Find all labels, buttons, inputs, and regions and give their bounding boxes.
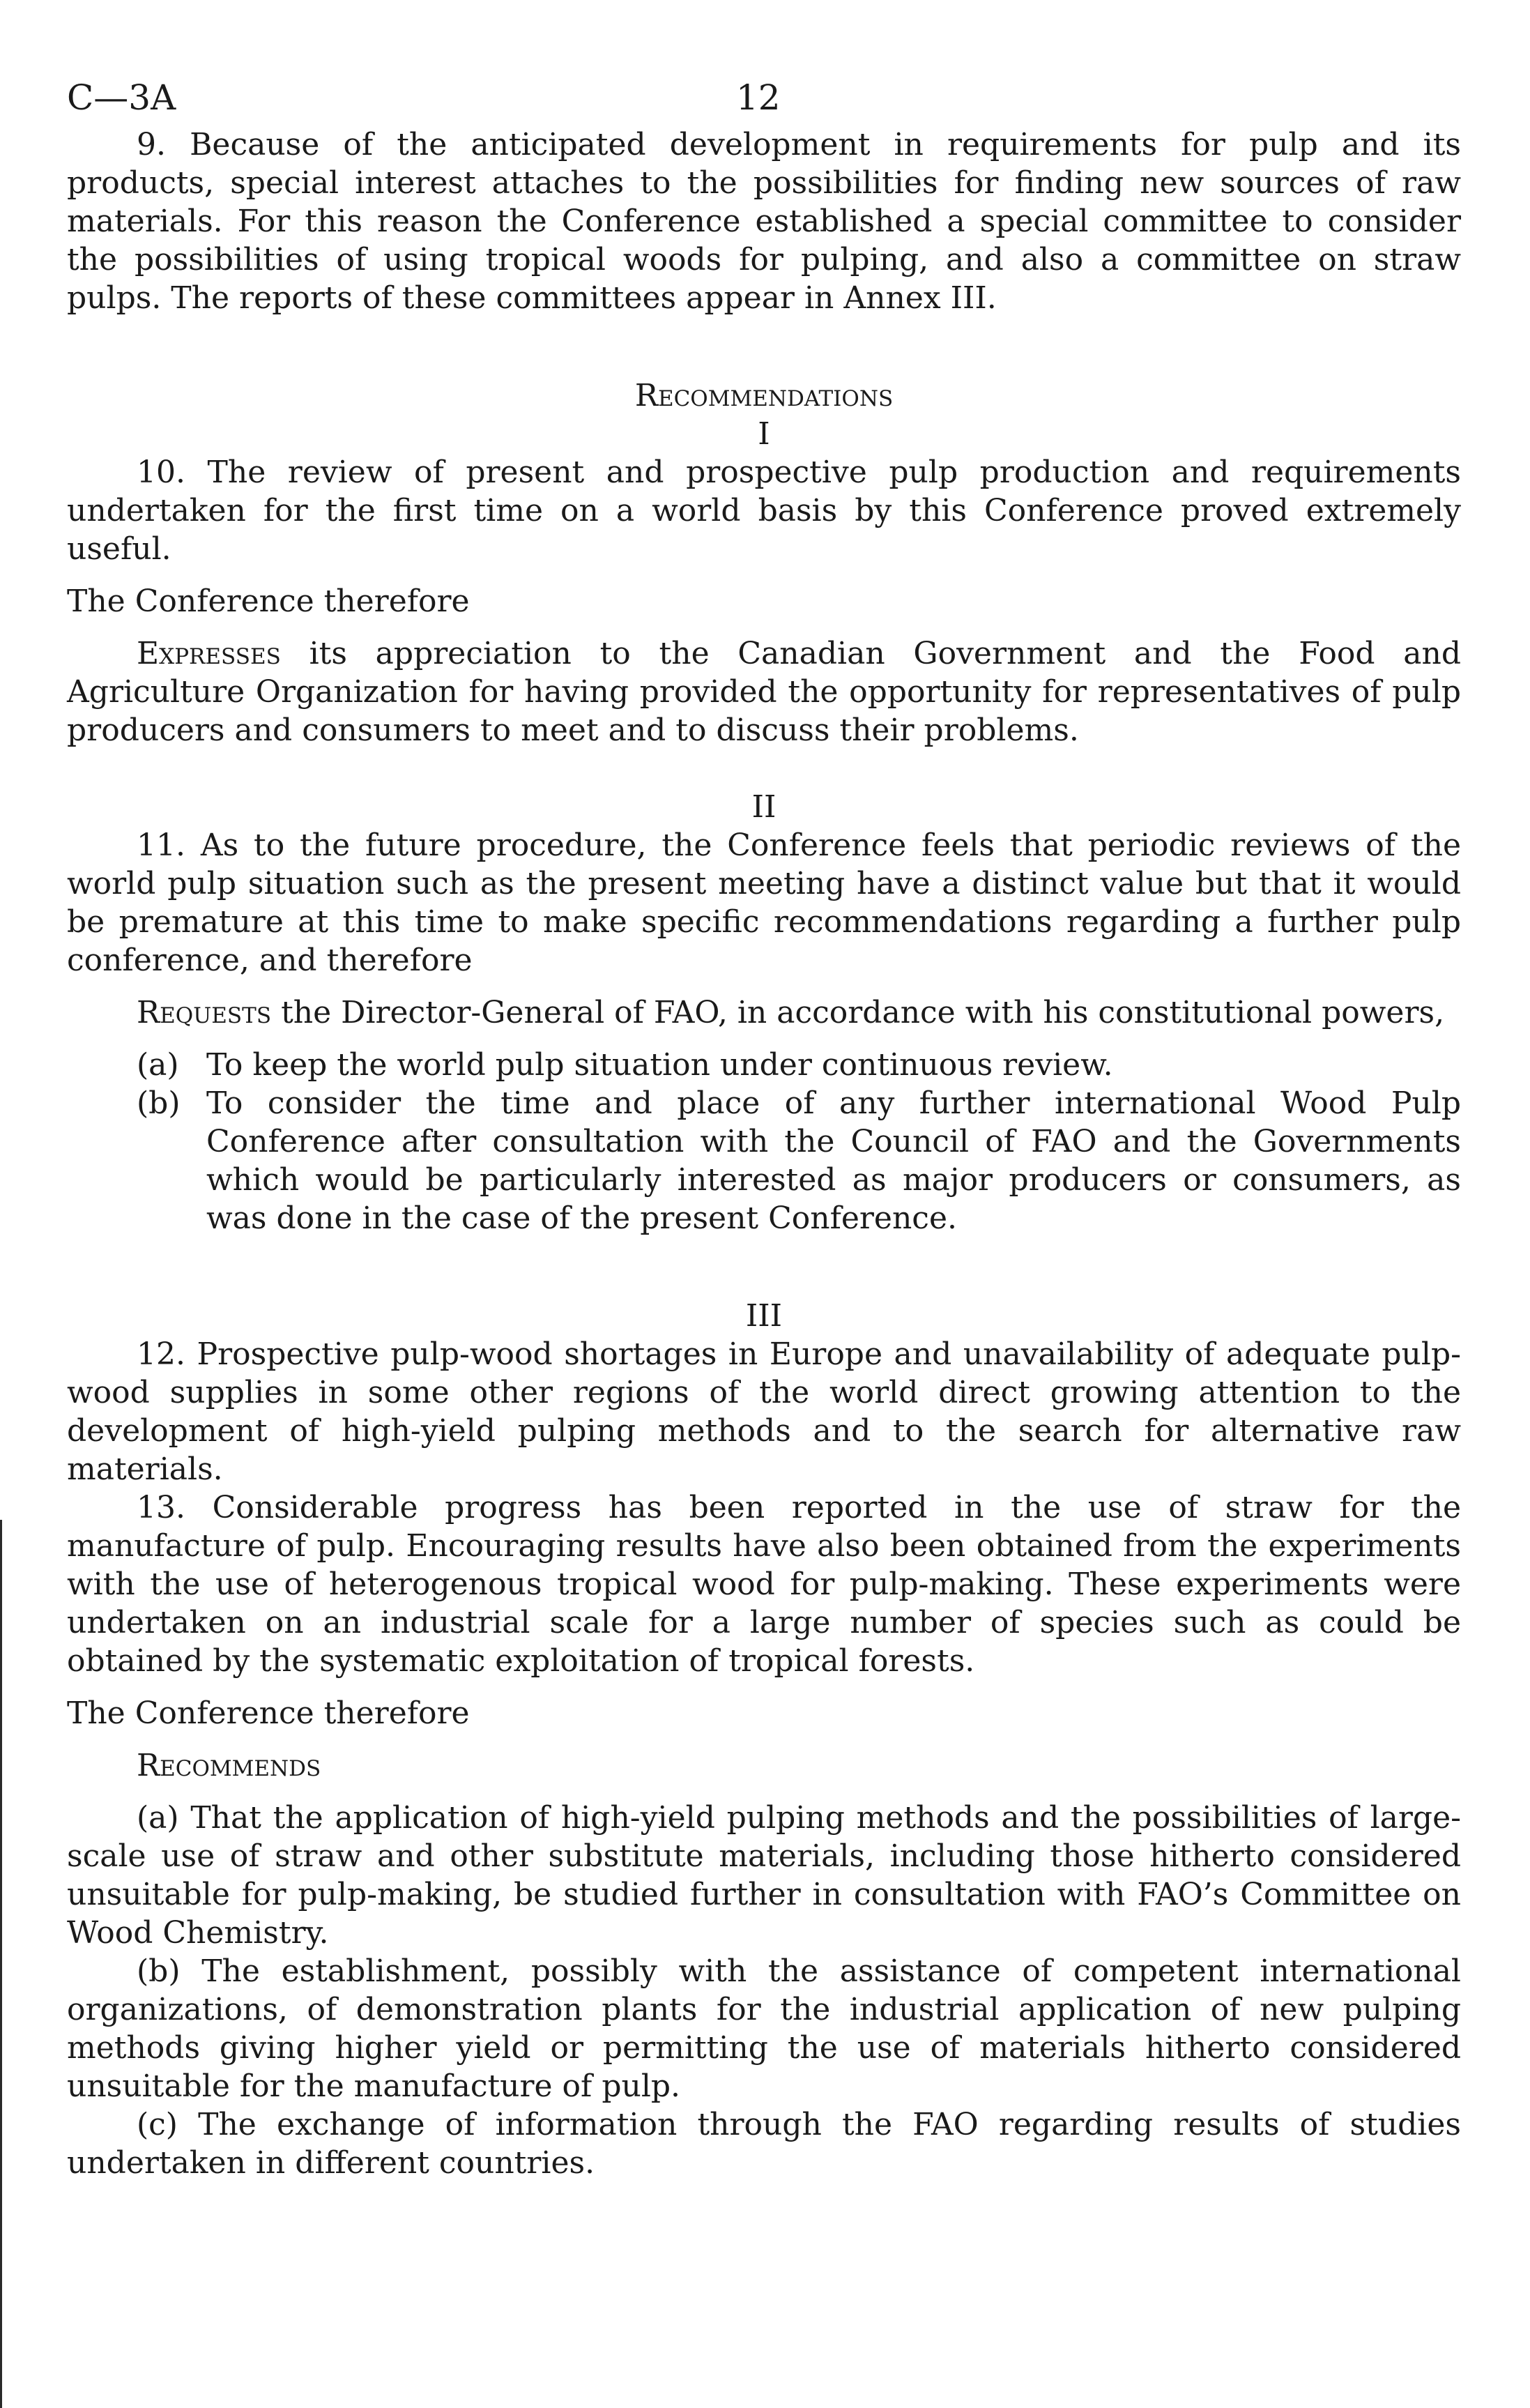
binding-edge-line bbox=[0, 1520, 2, 2408]
request-item-b bbox=[137, 1084, 1461, 1237]
paragraph-13: 13. Considerable progress has been reported in the use of straw for the manufacture of pulp. Encouraging results have also been obtained from the experiments with the use of heterogenous tropical wood for pulp-making. These experiments were undertaken on an industrial scale for a large number of species such as could be obtained by the systematic exploitation of tropical forests. bbox=[67, 1490, 1461, 1679]
requests-verb: Requests bbox=[137, 995, 272, 1030]
page-header bbox=[67, 70, 1461, 125]
paragraph-10: 10. The review of present and prospective pulp production and requirements undertaken for the first time on a world basis by this Conference proved extremely useful. bbox=[67, 455, 1461, 567]
paragraph-12: 12. Prospective pulp-wood shortages in Europe and unavailability of adequate pulp-wood supplies in some other regions of the world direct growing attention to the development of high-yield pulping methods and to the search for alternative raw materials. bbox=[67, 1336, 1461, 1487]
recommendation-item-b bbox=[67, 1952, 1461, 2105]
item-label: (c) bbox=[137, 2107, 178, 2142]
list-label: (b) bbox=[137, 1085, 181, 1121]
page bbox=[67, 70, 1461, 2182]
list-text: To keep the world pulp situation under continuous review. bbox=[206, 1047, 1113, 1083]
conference-therefore-1: The Conference therefore bbox=[67, 584, 470, 619]
page-number: 12 bbox=[736, 77, 781, 118]
recommendation-item-c bbox=[67, 2105, 1461, 2182]
paragraph-9: 9. Because of the anticipated development in requirements for pulp and its products, special interest attaches to the possibilities for finding new sources of raw materials. For this reason the Conference established a special committee to consider the possibilities of using tropical woods for pulping, and also a committee on straw pulps. The reports of these committees appear in Annex III. bbox=[67, 127, 1461, 316]
section-numeral-2: II bbox=[751, 789, 777, 825]
section-numeral-1: I bbox=[758, 416, 770, 452]
recommendation-item-a bbox=[67, 1799, 1461, 1952]
expresses-text: its appreciation to the Canadian Government and the Food and Agriculture Organization for having provided the opportunity for representatives of pulp producers and consumers to meet and to discuss their problems. bbox=[67, 636, 1461, 748]
document-reference: C—3A bbox=[67, 77, 176, 118]
item-text: The establishment, possibly with the assistance of competent international organizations, of demonstration plants for the industrial application of new pulping methods giving higher yield or permitting the use of materials hitherto considered unsuitable for the manufacture of pulp. bbox=[67, 1953, 1461, 2104]
requests-paragraph bbox=[67, 993, 1461, 1032]
list-text: To consider the time and place of any further international Wood Pulp Conference after consultation with the Council of FAO and the Governments which would be particularly interested as major producers or consumers, as was done in the case of the present Conference. bbox=[206, 1085, 1461, 1236]
recommendations-heading: Recommendations bbox=[634, 378, 894, 413]
list-label: (a) bbox=[137, 1047, 179, 1083]
item-label: (a) bbox=[137, 1800, 179, 1836]
item-text: That the application of high-yield pulping methods and the possibilities of large-scale use of straw and other substitute materials, including those hitherto considered unsuitable for pulp-making, be studied further in consultation with FAO’s Committee on Wood Chemistry. bbox=[67, 1800, 1461, 1951]
requests-text: the Director-General of FAO, in accordance with his constitutional powers, bbox=[271, 995, 1445, 1030]
item-label: (b) bbox=[137, 1953, 181, 1989]
recommends-verb: Recommends bbox=[137, 1748, 321, 1783]
section-numeral-3: III bbox=[745, 1298, 783, 1334]
conference-therefore-2: The Conference therefore bbox=[67, 1695, 470, 1731]
expresses-verb: Expresses bbox=[137, 636, 281, 671]
paragraph-11: 11. As to the future procedure, the Conference feels that periodic reviews of the world pulp situation such as the present meeting have a distinct value but that it would be premature at this time to make specific recommendations regarding a further pulp conference, and therefore bbox=[67, 828, 1461, 978]
expresses-paragraph bbox=[67, 634, 1461, 749]
item-text: The exchange of information through the FAO regarding results of studies undertaken in different countries. bbox=[67, 2107, 1461, 2181]
request-item-a bbox=[137, 1046, 1461, 1084]
